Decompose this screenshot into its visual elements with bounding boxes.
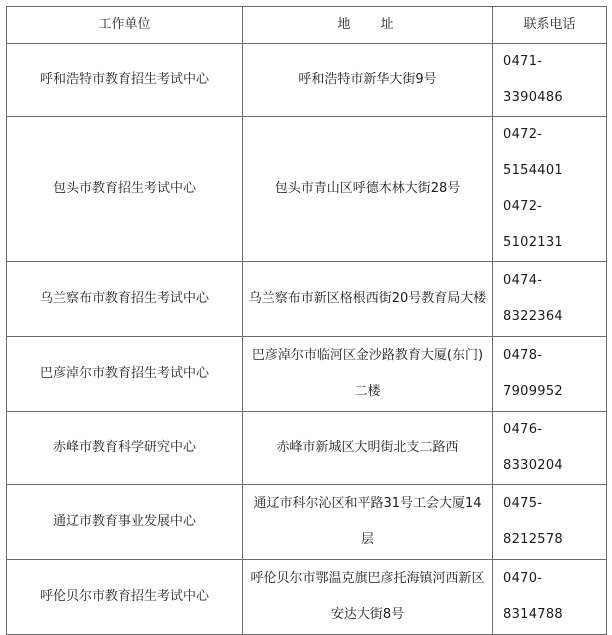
address-text: 乌兰察布市新区格根西街20号教育局大楼 [248,291,487,306]
phone-number: 0472-5102131 [503,199,563,250]
address-text: 包头市青山区呼德木林大街28号 [274,181,461,196]
unit-cell: 通辽市教育事业发展中心 [7,485,243,560]
table-row [7,560,607,635]
phone-number: 0476-8330204 [503,422,563,473]
address-cell [243,412,493,485]
header-phone: 联系电话 [493,7,607,44]
phone-number: 0475-8212578 [503,496,563,547]
phone-number: 0470-8314788 [503,571,563,622]
address-cell [243,337,493,412]
phone-cell [493,337,607,412]
table-row [7,337,607,412]
address-cell [243,485,493,560]
unit-cell: 呼和浩特市教育招生考试中心 [7,44,243,117]
unit-cell: 乌兰察布市教育招生考试中心 [7,262,243,337]
phone-cell [493,412,607,485]
table-row [7,44,607,117]
phone-cell [493,117,607,262]
address-text: 通辽市科尔沁区和平路31号工会大厦14层 [253,496,482,547]
phone-number: 0478-7909952 [503,348,563,399]
unit-cell: 赤峰市教育科学研究中心 [7,412,243,485]
unit-cell: 包头市教育招生考试中心 [7,117,243,262]
phone-number: 0471-3390486 [503,54,563,105]
header-unit: 工作单位 [7,7,243,44]
contact-table [6,6,607,635]
phone-cell [493,44,607,117]
phone-cell [493,262,607,337]
phone-cell [493,560,607,635]
unit-cell: 巴彦淖尔市教育招生考试中心 [7,337,243,412]
address-text: 呼伦贝尔市鄂温克旗巴彦托海镇河西新区安达大街8号 [250,571,485,622]
table-header-row [7,7,607,44]
address-cell [243,117,493,262]
contact-table-container [6,6,607,635]
table-row [7,412,607,485]
address-text: 赤峰市新城区大明街北支二路西 [276,440,459,455]
phone-cell [493,485,607,560]
table-row [7,262,607,337]
phone-number: 0474-8322364 [503,273,563,324]
phone-number: 0472-5154401 [503,127,563,178]
address-cell [243,262,493,337]
table-row [7,117,607,262]
table-row [7,485,607,560]
header-address: 地址 [243,7,493,44]
address-text: 呼和浩特市新华大街9号 [298,72,437,87]
address-cell [243,44,493,117]
address-text: 巴彦淖尔市临河区金沙路教育大厦(东门)二楼 [251,348,484,399]
unit-cell: 呼伦贝尔市教育招生考试中心 [7,560,243,635]
address-cell [243,560,493,635]
